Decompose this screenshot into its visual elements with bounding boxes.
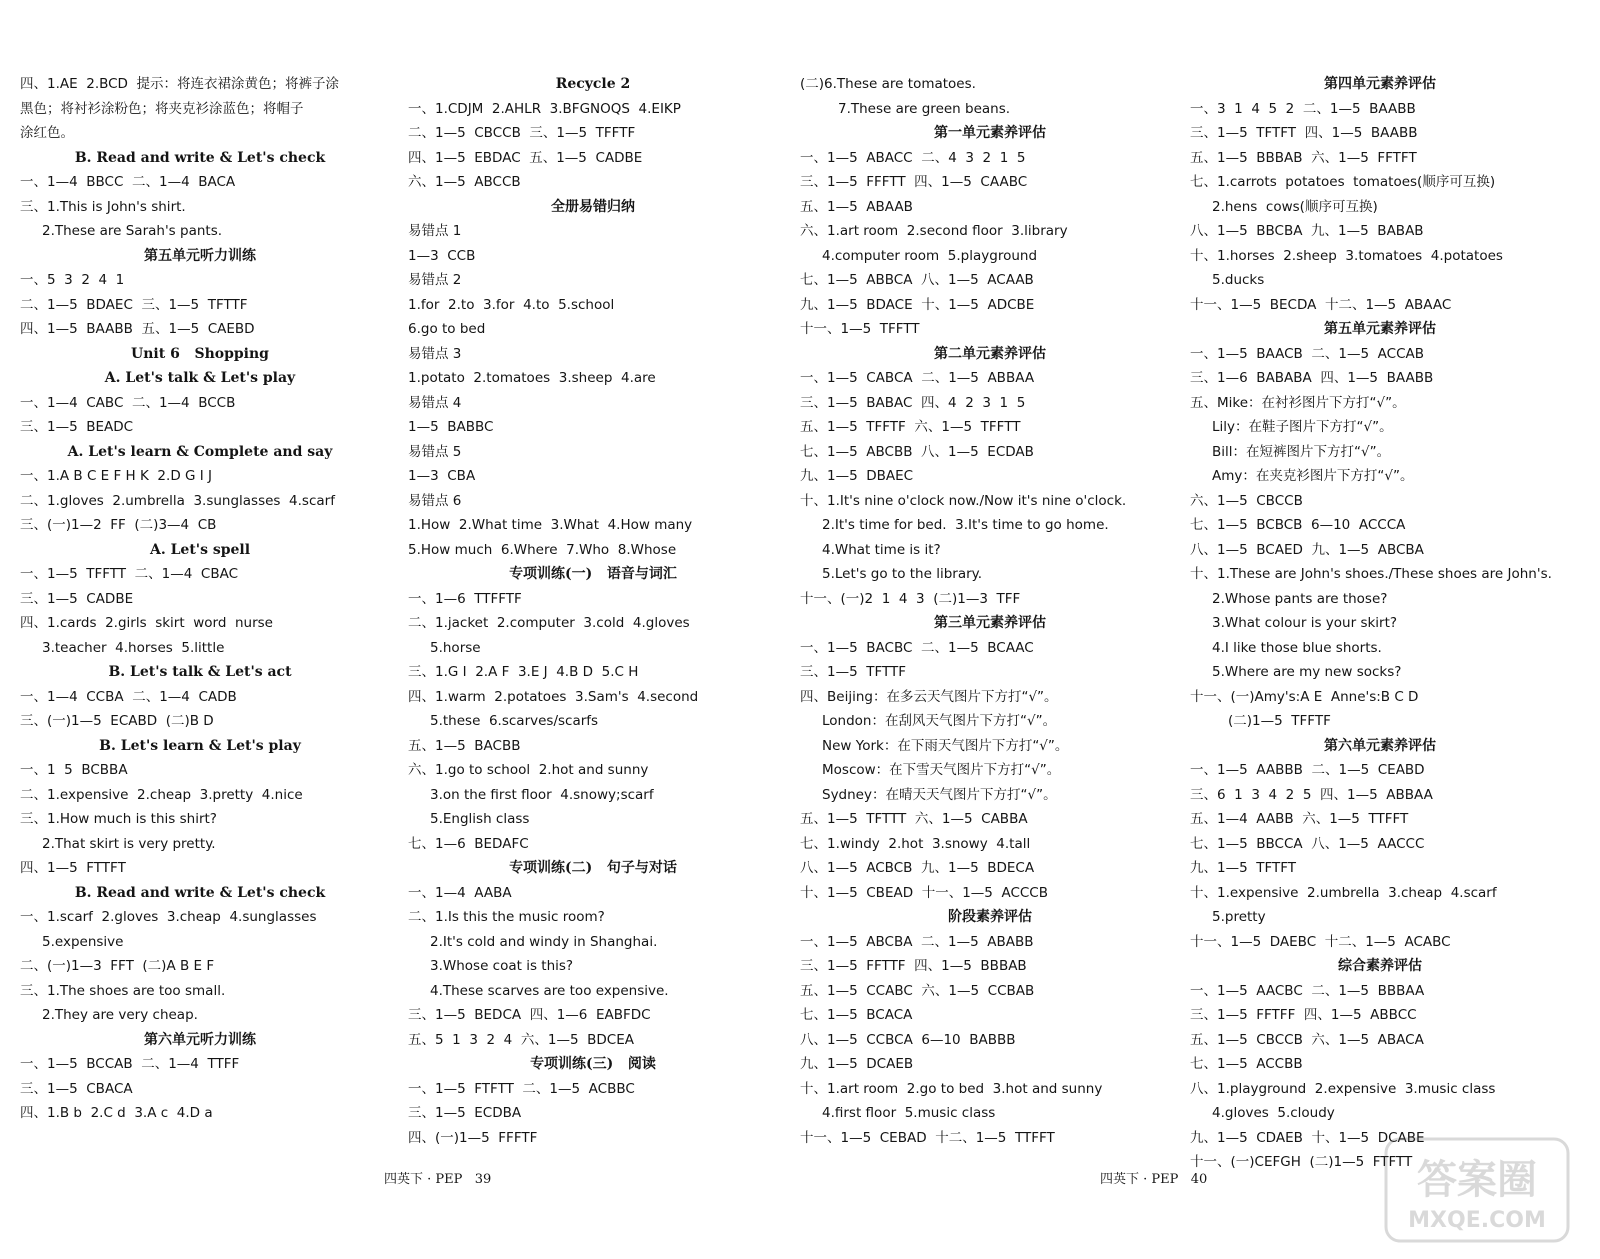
answer-line: 三、1—6 BABABA 四、1—5 BAABB [1190,370,1434,386]
answer-line: 5.English class [430,811,530,827]
section-heading: 全册易错归纳 [551,198,635,215]
answer-line: 七、1—5 ACCBB [1190,1056,1303,1072]
answer-line: 三、1—5 BABAC 四、4 2 3 1 5 [800,394,1026,411]
answer-column-4 [1190,72,1570,1175]
page-footer-left: 四英下 · PEP 39 [384,1172,492,1187]
section-heading: 第三单元素养评估 [934,615,1046,631]
answer-line: 八、1.playground 2.expensive 3.music class [1190,1080,1496,1097]
answer-line: 五、1—5 TFFTF 六、1—5 TFFTT [800,419,1021,435]
answer-line: 三、(一)1—5 ECABD (二)B D [20,713,214,729]
answer-line: 五、1—5 TFTTT 六、1—5 CABBA [800,811,1028,827]
answer-line: 三、1—5 TFTFT 四、1—5 BAABB [1190,125,1418,141]
answer-line: 1.potato 2.tomatoes 3.sheep 4.are [408,370,656,386]
section-heading: 专项训练(二) 句子与对话 [509,860,677,876]
answer-line: 八、1—5 ACBCB 九、1—5 BDECA [800,860,1035,876]
answer-line: 易错点 4 [408,394,462,411]
answer-line: 三、1—5 TFTTF [800,664,907,680]
answer-line: 四、(一)1—5 FFFTF [408,1129,538,1146]
answer-line: 5.Let's go to the library. [822,566,983,582]
answer-line: 二、1.jacket 2.computer 3.cold 4.gloves [408,615,690,631]
answer-line: 十、1.It's nine o'clock now./Now it's nine o'clock. [800,492,1127,509]
answer-line: 1—5 BABBC [408,419,494,435]
answer-line: 七、1—5 BCACA [800,1007,913,1023]
answer-line: 九、1—5 DCAEB [800,1056,914,1072]
answer-line: Amy：在夹克衫图片下方打“√”。 [1212,468,1414,484]
answer-line: 一、1.CDJM 2.AHLR 3.BFGNOQS 4.EIKP [408,100,681,117]
section-heading: B. Let's talk & Let's act [108,664,292,680]
answer-line: 三、1.This is John's shirt. [20,198,186,215]
answer-line: 三、1—5 BEADC [20,419,134,435]
answer-line: 四、1.AE 2.BCD 提示：将连衣裙涂黄色；将裤子涂 [20,76,340,92]
answer-line: 八、1—5 CCBCA 6—10 BABBB [800,1031,1016,1048]
answer-line: 5.expensive [42,933,124,950]
answer-line: 六、1—5 CBCCB [1190,492,1303,509]
answer-line: 1—3 CCB [408,247,476,264]
answer-line: 四、1—5 FTTFT [20,860,126,876]
answer-line: 三、6 1 3 4 2 5 四、1—5 ABBAA [1190,786,1433,803]
answer-line: 二、1.Is this the music room? [408,909,605,925]
section-heading: B. Read and write & Let's check [74,884,326,901]
section-heading: Recycle 2 [555,76,631,92]
section-heading: B. Read and write & Let's check [74,149,326,166]
answer-line: 十、1—5 CBEAD 十一、1—5 ACCCB [800,884,1048,901]
answer-line: 5.ducks [1212,272,1265,288]
answer-line: (二)6.These are tomatoes. [800,76,976,92]
answer-line: 八、1—5 BBCBA 九、1—5 BABAB [1190,223,1424,239]
answer-line: 九、1—5 BDACE 十、1—5 ADCBE [800,296,1035,313]
answer-line: 一、1—4 BBCC 二、1—4 BACA [20,174,236,190]
answer-line: 1.How 2.What time 3.What 4.How many [408,517,693,533]
answer-line: Sydney：在晴天天气图片下方打“√”。 [822,786,1057,803]
answer-line: 五、1—5 BBBAB 六、1—5 FFTFT [1190,149,1417,166]
answer-line: 4.What time is it? [822,541,941,558]
section-heading: A. Let's spell [149,541,251,558]
answer-line: 三、1—5 FFTFF 四、1—5 ABBCC [1190,1007,1417,1023]
page-footer-right: 四英下 · PEP 40 [1100,1172,1208,1187]
answer-line: 二、1.gloves 2.umbrella 3.sunglasses 4.scarf [20,492,335,509]
answer-line: 三、1—5 FFTTF 四、1—5 BBBAB [800,958,1027,974]
answer-line: 3.on the first floor 4.snowy;scarf [430,786,654,803]
answer-line: 十一、(一)CEFGH (二)1—5 FTFTT [1190,1154,1413,1170]
answer-line: 一、1—4 CCBA 二、1—4 CADB [20,688,237,705]
answer-line: 易错点 6 [408,492,462,509]
answer-line: 六、1—5 ABCCB [408,174,521,190]
answer-line: 十一、1—5 BECDA 十二、1—5 ABAAC [1190,296,1452,313]
answer-line: 五、5 1 3 2 4 六、1—5 BDCEA [408,1031,634,1048]
answer-line: 十、1.expensive 2.umbrella 3.cheap 4.scarf [1190,884,1497,901]
answer-line: 五、1—4 AABB 六、1—5 TTFFT [1190,811,1409,827]
answer-line: 六、1.art room 2.second floor 3.library [800,223,1068,239]
right-page [790,0,1600,1259]
answer-line: Bill：在短裤图片下方打“√”。 [1212,443,1391,460]
answer-line: 涂红色。 [20,125,74,141]
answer-line: 二、1.expensive 2.cheap 3.pretty 4.nice [20,786,303,803]
answer-line: 2.hens cows(顺序可互换) [1212,198,1378,215]
answer-line: 一、1—5 BAACB 二、1—5 ACCAB [1190,345,1425,362]
answer-line: 六、1.go to school 2.hot and sunny [408,762,649,778]
answer-line: 黑色；将衬衫涂粉色；将夹克衫涂蓝色；将帽子 [20,100,304,117]
answer-line: 四、Beijing：在多云天气图片下方打“√”。 [800,688,1058,705]
section-heading: 专项训练(三) 阅读 [530,1056,656,1072]
answer-line: 四、1—5 EBDAC 五、1—5 CADBE [408,149,643,166]
section-heading: B. Let's learn & Let's play [99,737,301,754]
answer-line: 4.I like those blue shorts. [1212,639,1382,656]
answer-line: 2.It's cold and windy in Shanghai. [430,933,658,950]
answer-line: 三、1—5 BEDCA 四、1—6 EABFDC [408,1007,651,1023]
answer-line: 十一、1—5 DAEBC 十二、1—5 ACABC [1190,933,1451,950]
left-page [0,0,790,1259]
answer-line: 5.Where are my new socks? [1212,664,1402,680]
answer-line: 5.these 6.scarves/scarfs [430,713,599,729]
answer-line: 五、1—5 ABAAB [800,198,913,215]
answer-line: 七、1—5 BCBCB 6—10 ACCCA [1190,517,1406,533]
answer-line: 6.go to bed [408,321,486,337]
section-heading: 第六单元听力训练 [144,1031,256,1048]
answer-line: 易错点 5 [408,443,462,460]
section-heading: 第四单元素养评估 [1324,76,1436,92]
answer-line: 七、1.carrots potatoes tomatoes(顺序可互换) [1190,174,1496,190]
answer-line: 一、1—5 ABACC 二、4 3 2 1 5 [800,149,1026,166]
answer-line: 十一、1—5 TFFTT [800,321,920,337]
section-heading: 第一单元素养评估 [934,125,1046,141]
section-heading: Unit 6 Shopping [131,345,269,362]
section-heading: 第六单元素养评估 [1324,737,1436,754]
answer-line: 二、1—5 BDAEC 三、1—5 TFTTF [20,296,248,313]
answer-line: 五、1—5 CCABC 六、1—5 CCBAB [800,982,1035,999]
answer-line: 5.How much 6.Where 7.Who 8.Whose [408,541,677,558]
answer-line: 七、1—5 ABCBB 八、1—5 ECDAB [800,443,1034,460]
answer-line: 七、1—5 ABBCA 八、1—5 ACAAB [800,272,1034,288]
answer-line: 4.computer room 5.playground [822,247,1038,264]
answer-line: 四、1.warm 2.potatoes 3.Sam's 4.second [408,688,699,705]
section-heading: 综合素养评估 [1338,958,1422,974]
answer-line: 二、(一)1—3 FFT (二)A B E F [20,958,215,974]
answer-line: 十一、1—5 CEBAD 十二、1—5 TTFFT [800,1129,1055,1146]
answer-line: 三、1—5 CADBE [20,590,134,607]
answer-line: 一、1.A B C E F H K 2.D G I J [20,468,213,484]
answer-line: (二)1—5 TFFTF [1228,713,1331,729]
answer-line: 八、1—5 BCAED 九、1—5 ABCBA [1190,541,1424,558]
answer-line: 7.These are green beans. [838,100,1011,117]
section-heading: A. Let's learn & Complete and say [67,443,333,460]
answer-line: 三、1—5 ECDBA [408,1105,522,1121]
answer-line: Moscow：在下雪天气图片下方打“√”。 [822,762,1061,778]
answer-line: 一、1—6 TTFFTF [408,590,522,607]
answer-line: 一、1—5 BCCAB 二、1—4 TTFF [20,1056,240,1072]
answer-line: 九、1—5 TFTFT [1190,860,1297,876]
answer-line: 2.It's time for bed. 3.It's time to go home. [822,517,1109,533]
answer-line: 4.gloves 5.cloudy [1212,1105,1335,1121]
answer-column-3 [800,72,1180,1150]
answer-line: 五、1—5 CBCCB 六、1—5 ABACA [1190,1031,1424,1048]
section-heading: A. Let's talk & Let's play [104,370,296,386]
answer-line: 一、1—5 AABBB 二、1—5 CEABD [1190,762,1425,778]
section-heading: 第五单元听力训练 [144,247,256,264]
answer-line: 三、1.How much is this shirt? [20,811,217,827]
answer-line: New York：在下雨天气图片下方打“√”。 [822,737,1069,754]
section-heading: 专项训练(一) 语音与词汇 [509,566,677,582]
answer-line: 七、1—6 BEDAFC [408,835,529,852]
answer-line: 一、1—4 CABC 二、1—4 BCCB [20,394,236,411]
answer-line: 二、1—5 CBCCB 三、1—5 TFFTF [408,125,636,141]
answer-line: 易错点 3 [408,345,462,362]
answer-line: 十一、(一)2 1 4 3 (二)1—3 TFF [800,590,1021,607]
answer-line: 1—3 CBA [408,468,476,484]
answer-line: 三、1.G I 2.A F 3.E J 4.B D 5.C H [408,664,639,680]
answer-line: 2.They are very cheap. [42,1007,198,1023]
answer-line: 七、1.windy 2.hot 3.snowy 4.tall [800,835,1031,852]
answer-line: 一、1—4 AABA [408,884,512,901]
answer-line: 易错点 2 [408,272,462,288]
answer-line: 十一、(一)Amy's:A E Anne's:B C D [1190,688,1419,705]
answer-line: 3.What colour is your skirt? [1212,615,1398,631]
watermark-logo [1382,1135,1572,1245]
answer-line: 一、1—5 FTFTT 二、1—5 ACBBC [408,1080,635,1097]
answer-line: 五、1—5 BACBB [408,737,521,754]
answer-line: 四、1.cards 2.girls skirt word nurse [20,615,273,631]
answer-line: 1.for 2.to 3.for 4.to 5.school [408,296,615,313]
answer-line: 2.These are Sarah's pants. [42,223,223,239]
answer-line: 十、1.art room 2.go to bed 3.hot and sunny [800,1080,1103,1097]
answer-line: 十、1.horses 2.sheep 3.tomatoes 4.potatoes [1190,247,1503,264]
answer-line: 四、1.B b 2.C d 3.A c 4.D a [20,1105,213,1121]
answer-line: 一、1—5 TFFTT 二、1—4 CBAC [20,566,239,582]
answer-line: 三、1—5 FFFTT 四、1—5 CAABC [800,174,1028,190]
answer-line: 4.These scarves are too expensive. [430,982,669,999]
watermark-url: MXQE.COM [1408,1208,1546,1233]
answer-line: 4.first floor 5.music class [822,1105,996,1121]
section-heading: 第二单元素养评估 [934,345,1046,362]
answer-line: 一、1.scarf 2.gloves 3.cheap 4.sunglasses [20,909,317,925]
section-heading: 阶段素养评估 [948,909,1032,925]
answer-line: 一、1 5 BCBBA [20,762,128,778]
answer-line: 易错点 1 [408,223,462,239]
answer-column-2 [408,72,778,1150]
answer-line: London：在刮风天气图片下方打“√”。 [822,713,1057,729]
answer-line: 四、1—5 BAABB 五、1—5 CAEBD [20,321,255,337]
answer-line: Lily：在鞋子图片下方打“√”。 [1212,419,1393,435]
answer-line: 九、1—5 CDAEB 十、1—5 DCABE [1190,1129,1425,1146]
answer-line: 一、1—5 BACBC 二、1—5 BCAAC [800,639,1034,656]
answer-line: 七、1—5 BBCCA 八、1—5 AACCC [1190,835,1425,852]
answer-line: 3.teacher 4.horses 5.little [42,639,225,656]
answer-line: 3.Whose coat is this? [430,958,574,974]
answer-line: 一、1—5 ABCBA 二、1—5 ABABB [800,933,1034,950]
answer-line: 一、3 1 4 5 2 二、1—5 BAABB [1190,100,1416,117]
answer-line: 2.Whose pants are those? [1212,590,1388,607]
answer-line: 三、1—5 CBACA [20,1080,133,1097]
answer-line: 三、(一)1—2 FF (二)3—4 CB [20,517,217,533]
answer-line: 一、5 3 2 4 1 [20,272,125,288]
answer-line: 2.That skirt is very pretty. [42,835,216,852]
answer-line: 一、1—5 CABCA 二、1—5 ABBAA [800,370,1035,386]
section-heading: 第五单元素养评估 [1324,321,1436,337]
answer-column-1 [20,72,380,1126]
answer-line: 五、Mike：在衬衫图片下方打“√”。 [1190,394,1406,411]
watermark-title: 答案圈 [1417,1157,1537,1203]
answer-line: 九、1—5 DBAEC [800,468,914,484]
answer-line: 一、1—5 AACBC 二、1—5 BBBAA [1190,982,1425,999]
answer-line: 十、1.These are John's shoes./These shoes are John's. [1190,566,1552,582]
answer-line: 5.pretty [1212,909,1266,925]
answer-line: 5.horse [430,639,481,656]
answer-line: 三、1.The shoes are too small. [20,982,226,999]
